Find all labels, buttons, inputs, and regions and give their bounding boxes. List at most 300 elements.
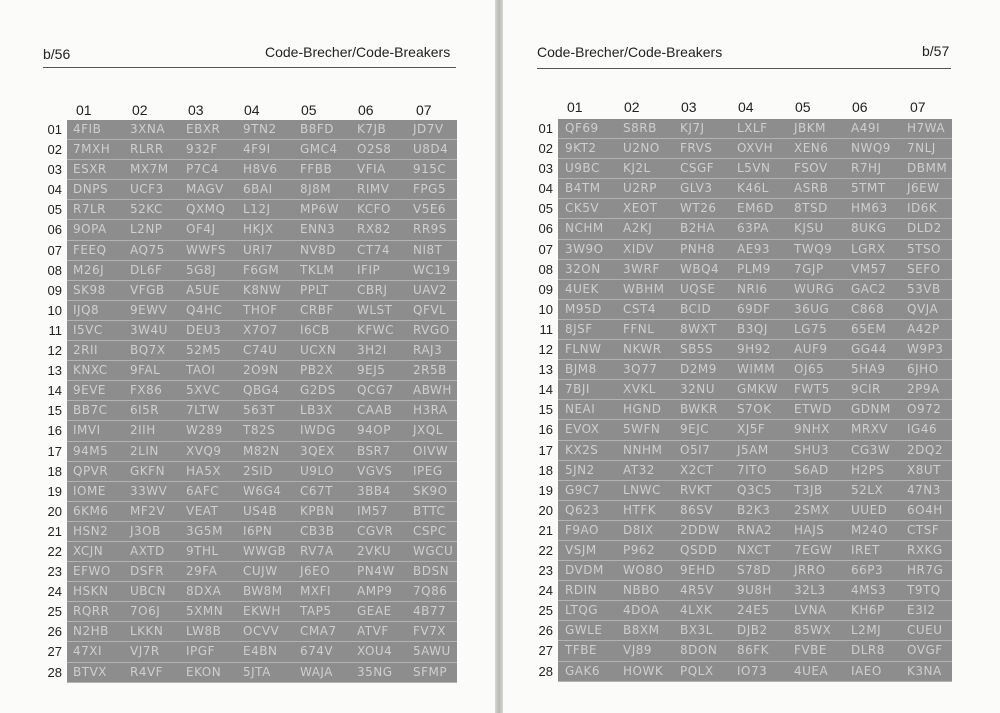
code-cell: 9EJC <box>680 422 710 437</box>
code-cell: 66P3 <box>851 563 884 578</box>
code-cell: K7JB <box>357 122 387 136</box>
table-row <box>558 481 952 501</box>
table-row <box>558 119 952 139</box>
code-cell: IPEG <box>413 463 443 478</box>
code-cell: AE93 <box>737 241 771 256</box>
table-row <box>558 400 952 420</box>
code-cell: WT26 <box>680 201 717 216</box>
code-cell: I6PN <box>243 523 273 538</box>
code-cell: S78D <box>737 563 772 578</box>
code-cell: SFMP <box>413 664 448 679</box>
code-cell: CGVR <box>357 523 394 538</box>
table-row <box>67 241 457 261</box>
table-row <box>67 180 457 200</box>
code-cell: US4B <box>243 503 278 518</box>
code-cell: 53VB <box>907 281 941 296</box>
code-cell: KJ2L <box>623 161 651 176</box>
code-cell: QFVL <box>413 302 447 317</box>
code-cell: GAC2 <box>851 281 887 296</box>
code-cell: IG46 <box>907 422 938 437</box>
code-cell: GLV3 <box>680 181 713 196</box>
code-cell: RXKG <box>907 542 943 557</box>
code-cell: 9EJ5 <box>357 363 386 378</box>
code-cell: FLNW <box>565 342 602 357</box>
column-header: 03 <box>681 99 697 115</box>
code-cell: J5AM <box>737 442 769 457</box>
code-cell: 7ITO <box>737 462 767 477</box>
code-cell: VEAT <box>186 503 219 518</box>
code-cell: T82S <box>243 423 276 438</box>
code-cell: 52KC <box>130 202 163 217</box>
table-row <box>558 280 952 300</box>
book-gutter <box>495 0 503 713</box>
code-cell: FWT5 <box>794 382 830 397</box>
code-cell: KJ7J <box>680 121 705 135</box>
code-cell: BQ7X <box>130 343 166 358</box>
code-cell: SEFO <box>907 261 941 276</box>
code-cell: NNHM <box>623 442 663 457</box>
code-cell: 5HA9 <box>851 362 886 377</box>
code-cell: 4F9I <box>243 142 271 157</box>
code-cell: 3WRF <box>623 261 660 276</box>
code-cell: QXMQ <box>186 202 226 217</box>
code-cell: QVJA <box>907 301 939 316</box>
code-cell: DVDM <box>565 563 604 578</box>
code-cell: AT32 <box>623 462 655 477</box>
table-row <box>67 522 457 542</box>
code-cell: JD7V <box>413 122 444 136</box>
row-number: 13 <box>47 363 62 379</box>
code-cell: WAJA <box>300 664 333 679</box>
row-number: 10 <box>47 302 62 318</box>
code-cell: NRI6 <box>737 281 768 296</box>
code-cell: LGRX <box>851 241 886 256</box>
code-cell: 915C <box>413 162 447 177</box>
code-cell: O2S8 <box>357 142 392 157</box>
row-number: 27 <box>538 643 553 659</box>
code-cell: 7Q86 <box>413 584 448 599</box>
table-row <box>67 140 457 160</box>
row-number: 14 <box>538 382 553 398</box>
code-cell: W6G4 <box>243 483 282 498</box>
code-cell: MAGV <box>186 182 224 197</box>
code-cell: ETWD <box>794 402 833 417</box>
code-cell: NV8D <box>300 242 337 257</box>
code-cell: 6O4H <box>907 502 943 517</box>
table-row <box>558 179 952 199</box>
code-cell: IMVI <box>73 423 101 438</box>
code-cell: R4VF <box>130 664 164 679</box>
row-number: 25 <box>47 604 62 620</box>
row-number: 24 <box>538 583 553 599</box>
row-number: 27 <box>47 644 62 660</box>
row-number: 17 <box>47 443 62 459</box>
code-cell: DLD2 <box>907 221 942 236</box>
code-cell: HKJX <box>243 222 274 237</box>
code-cell: GMC4 <box>300 142 338 157</box>
code-cell: XIDV <box>623 241 654 256</box>
code-cell: M24O <box>851 522 889 537</box>
code-cell: SHU3 <box>794 442 830 457</box>
code-cell: VGVS <box>357 463 393 478</box>
code-cell: 35NG <box>357 664 393 679</box>
row-number: 01 <box>538 121 553 136</box>
code-cell: A42P <box>907 321 940 336</box>
row-number: 20 <box>538 502 553 518</box>
code-cell: I5VC <box>73 322 103 337</box>
code-cell: B2K3 <box>737 502 771 517</box>
code-cell: X2CT <box>680 462 714 477</box>
code-cell: LVNA <box>794 603 827 618</box>
code-cell: EBXR <box>186 122 221 136</box>
code-cell: 7MXH <box>73 142 111 157</box>
row-number: 09 <box>47 282 62 298</box>
row-number: 16 <box>47 423 62 439</box>
code-cell: WGCU <box>413 543 454 558</box>
code-cell: R7HJ <box>851 161 882 176</box>
code-cell: 65EM <box>851 321 887 336</box>
row-number: 20 <box>47 503 62 519</box>
code-cell: 3G5M <box>186 523 223 538</box>
code-cell: T9TQ <box>907 583 941 598</box>
code-cell: 3Q77 <box>623 362 658 377</box>
row-number: 07 <box>538 241 553 257</box>
code-cell: TAP5 <box>300 604 332 619</box>
code-cell: K3NA <box>907 663 942 678</box>
code-cell: AXTD <box>130 543 165 558</box>
code-cell: CRBF <box>300 302 334 317</box>
code-cell: BWKR <box>680 402 718 417</box>
code-cell: 9CIR <box>851 382 881 397</box>
code-cell: 6AFC <box>186 483 220 498</box>
code-cell: 7LTW <box>186 403 220 418</box>
row-number: 19 <box>538 482 553 498</box>
code-cell: 3XNA <box>130 122 166 136</box>
code-cell: NEAI <box>565 402 596 417</box>
code-cell: HTFK <box>623 502 657 517</box>
left-header-rule <box>43 67 456 68</box>
right-code-table <box>558 119 952 682</box>
code-cell: LNWC <box>623 482 661 497</box>
row-number: 05 <box>538 201 553 217</box>
code-cell: UUED <box>851 502 888 517</box>
code-cell: 9TN2 <box>243 122 277 136</box>
table-row <box>67 321 457 341</box>
code-cell: HSKN <box>73 584 109 599</box>
code-cell: 9THL <box>186 543 219 558</box>
table-row <box>67 281 457 301</box>
right-column-headers <box>567 99 957 115</box>
code-cell: 2DDW <box>680 522 720 537</box>
code-cell: LXLF <box>737 121 768 135</box>
code-cell: Q3C5 <box>737 482 773 497</box>
code-cell: DNPS <box>73 182 109 197</box>
row-number: 02 <box>47 142 62 158</box>
code-cell: KNXC <box>73 363 108 378</box>
table-row <box>67 542 457 562</box>
code-cell: BSR7 <box>357 443 391 458</box>
code-cell: F9AO <box>565 522 599 537</box>
code-cell: HA5X <box>186 463 222 478</box>
code-cell: U8D4 <box>413 142 449 157</box>
code-cell: 4DOA <box>623 603 660 618</box>
table-row <box>558 360 952 380</box>
row-number: 14 <box>47 383 62 399</box>
code-cell: 2SID <box>243 463 274 478</box>
code-cell: 2RII <box>73 343 99 358</box>
code-cell: QSDD <box>680 542 718 557</box>
code-cell: NKWR <box>623 342 662 357</box>
row-number: 18 <box>538 462 553 478</box>
code-cell: NWQ9 <box>851 141 891 156</box>
table-row <box>558 320 952 340</box>
code-cell: IJQ8 <box>73 302 100 317</box>
code-cell: FRVS <box>680 141 713 156</box>
code-cell: PNH8 <box>680 241 715 256</box>
code-cell: N2HB <box>73 624 109 639</box>
code-cell: EM6D <box>737 201 774 216</box>
code-cell: 5XMN <box>186 604 224 619</box>
code-cell: 4UEK <box>565 281 599 296</box>
row-number: 17 <box>538 442 553 458</box>
code-cell: QPVR <box>73 463 109 478</box>
code-cell: 47N3 <box>907 482 941 497</box>
code-cell: 3H2I <box>357 343 387 358</box>
code-cell: R7LR <box>73 202 106 217</box>
code-cell: HGND <box>623 402 662 417</box>
code-cell: RVKT <box>680 482 713 497</box>
code-cell: IOME <box>73 483 106 498</box>
code-cell: 36UG <box>794 301 830 316</box>
table-row <box>67 482 457 502</box>
code-cell: EKWH <box>243 604 281 619</box>
code-cell: BTVX <box>73 664 107 679</box>
code-cell: IPGF <box>186 644 215 659</box>
code-cell: J6EO <box>300 564 331 579</box>
code-cell: AQ75 <box>130 242 165 257</box>
code-cell: UAV2 <box>413 282 448 297</box>
code-cell: A2KJ <box>623 221 653 236</box>
table-row <box>67 220 457 240</box>
code-cell: WWGB <box>243 543 287 558</box>
code-cell: BB7C <box>73 403 108 418</box>
code-cell: IWDG <box>300 423 336 438</box>
row-number: 08 <box>538 261 553 277</box>
code-cell: 8DON <box>680 643 718 658</box>
code-cell: 5XVC <box>186 383 221 398</box>
code-cell: D2M9 <box>680 362 717 377</box>
code-cell: 8WXT <box>680 321 717 336</box>
code-cell: LTQG <box>565 603 599 618</box>
row-number: 23 <box>538 563 553 579</box>
code-cell: 2DQ2 <box>907 442 943 457</box>
code-cell: S8RB <box>623 121 657 135</box>
code-cell: P7C4 <box>186 162 219 177</box>
code-cell: Q4HC <box>186 302 223 317</box>
code-cell: 2O9N <box>243 363 279 378</box>
code-cell: 2IIH <box>130 423 156 438</box>
left-page-number: b/56 <box>43 46 71 62</box>
row-number: 12 <box>47 343 62 359</box>
code-cell: 7BJI <box>565 382 590 397</box>
table-row <box>67 341 457 361</box>
code-cell: OJ65 <box>794 362 825 377</box>
table-row <box>67 421 457 441</box>
table-row <box>558 441 952 461</box>
code-cell: IAEO <box>851 663 882 678</box>
code-cell: 86FK <box>737 643 770 658</box>
row-number: 28 <box>47 664 62 680</box>
code-cell: IRET <box>851 542 880 557</box>
code-cell: CSGF <box>680 161 715 176</box>
row-number: 26 <box>538 623 553 639</box>
code-cell: ESXR <box>73 162 107 177</box>
code-cell: U9BC <box>565 161 600 176</box>
code-cell: RIMV <box>357 182 390 197</box>
code-cell: FFBB <box>300 162 333 177</box>
code-cell: WIMM <box>737 362 776 377</box>
code-cell: J3OB <box>130 523 161 538</box>
table-row <box>67 462 457 482</box>
code-cell: UCF3 <box>130 182 164 197</box>
column-header: 01 <box>567 99 583 115</box>
code-cell: 674V <box>300 644 334 659</box>
table-row <box>558 561 952 581</box>
code-cell: WC19 <box>413 262 451 277</box>
table-row <box>67 663 457 683</box>
code-cell: BX3L <box>680 623 713 638</box>
code-cell: M95D <box>565 301 602 316</box>
code-cell: WLST <box>357 302 393 317</box>
code-cell: RV7A <box>300 543 334 558</box>
code-cell: 2P9A <box>907 382 940 397</box>
code-cell: OF4J <box>186 222 216 237</box>
row-number: 23 <box>47 564 62 580</box>
code-cell: 24E5 <box>737 603 770 618</box>
table-row <box>67 301 457 321</box>
code-cell: VFIA <box>357 162 386 177</box>
code-cell: 63PA <box>737 221 769 236</box>
table-row <box>67 160 457 180</box>
code-cell: JXQL <box>413 423 443 438</box>
code-cell: 4LXK <box>680 603 713 618</box>
code-cell: HR7G <box>907 563 944 578</box>
code-cell: ID6K <box>907 201 938 216</box>
code-cell: QBG4 <box>243 383 280 398</box>
code-cell: GWLE <box>565 623 603 638</box>
code-cell: KH6P <box>851 603 885 618</box>
row-number: 22 <box>47 543 62 559</box>
code-cell: U2RP <box>623 181 657 196</box>
code-cell: FVBE <box>794 643 827 658</box>
table-row <box>558 581 952 601</box>
row-number: 26 <box>47 624 62 640</box>
code-cell: VJ7R <box>130 644 160 659</box>
code-cell: THOF <box>243 302 278 317</box>
code-cell: B4TM <box>565 181 601 196</box>
code-cell: U9LO <box>300 463 335 478</box>
table-row <box>67 200 457 220</box>
code-cell: CAAB <box>357 403 393 418</box>
code-cell: 5WFN <box>623 422 661 437</box>
code-cell: W289 <box>186 423 223 438</box>
code-cell: CK5V <box>565 201 600 216</box>
code-cell: Q623 <box>565 502 600 517</box>
code-cell: L2MJ <box>851 623 882 638</box>
code-cell: CTSF <box>907 522 940 537</box>
code-cell: B8FD <box>300 122 335 136</box>
code-cell: QCG7 <box>357 383 394 398</box>
code-cell: 3W9O <box>565 241 604 256</box>
table-row <box>558 260 952 280</box>
code-cell: 9EVE <box>73 383 107 398</box>
code-cell: 2LIN <box>130 443 159 458</box>
code-cell: 6JHO <box>907 362 939 377</box>
code-cell: CG3W <box>851 442 891 457</box>
table-row <box>558 199 952 219</box>
code-cell: JBKM <box>794 121 826 135</box>
code-cell: 7EGW <box>794 542 833 557</box>
table-row <box>558 340 952 360</box>
row-number: 02 <box>538 141 553 157</box>
code-cell: PB2X <box>300 363 334 378</box>
code-cell: FEEQ <box>73 242 107 257</box>
code-cell: H3RA <box>413 403 448 418</box>
code-cell: CST4 <box>623 301 656 316</box>
code-cell: NXCT <box>737 542 772 557</box>
code-cell: GG44 <box>851 342 887 357</box>
table-row <box>67 562 457 582</box>
code-cell: 7GJP <box>794 261 824 276</box>
code-cell: 94M5 <box>73 443 109 458</box>
code-cell: PN4W <box>357 564 395 579</box>
code-cell: XCJN <box>73 543 104 558</box>
code-cell: RLRR <box>130 142 164 157</box>
code-cell: W9P3 <box>907 342 944 357</box>
code-cell: GMKW <box>737 382 778 397</box>
code-cell: AUF9 <box>794 342 828 357</box>
left-code-table <box>67 120 457 683</box>
code-cell: LB3X <box>300 403 333 418</box>
table-row <box>67 120 457 140</box>
code-cell: RDIN <box>565 583 598 598</box>
code-cell: CB3B <box>300 523 335 538</box>
code-cell: OXVH <box>737 141 774 156</box>
code-cell: CMA7 <box>300 624 337 639</box>
code-cell: NCHM <box>565 221 604 236</box>
code-cell: PQLX <box>680 663 714 678</box>
code-cell: C868 <box>851 301 885 316</box>
code-cell: LG75 <box>794 321 828 336</box>
column-header: 05 <box>795 99 811 115</box>
code-cell: 85WX <box>794 623 832 638</box>
code-cell: ATVF <box>357 624 389 639</box>
code-cell: 3W4U <box>130 322 168 337</box>
code-cell: BTTC <box>413 503 446 518</box>
row-number: 03 <box>47 162 62 178</box>
code-cell: B2HA <box>680 221 716 236</box>
code-cell: EKON <box>186 664 222 679</box>
code-cell: P962 <box>623 542 656 557</box>
code-cell: PLM9 <box>737 261 771 276</box>
code-cell: 4UEA <box>794 663 829 678</box>
left-column-headers <box>76 102 461 118</box>
code-cell: HOWK <box>623 663 664 678</box>
code-cell: RNA2 <box>737 522 773 537</box>
row-number: 11 <box>539 321 553 337</box>
table-row <box>558 601 952 621</box>
code-cell: S7OK <box>737 402 772 417</box>
